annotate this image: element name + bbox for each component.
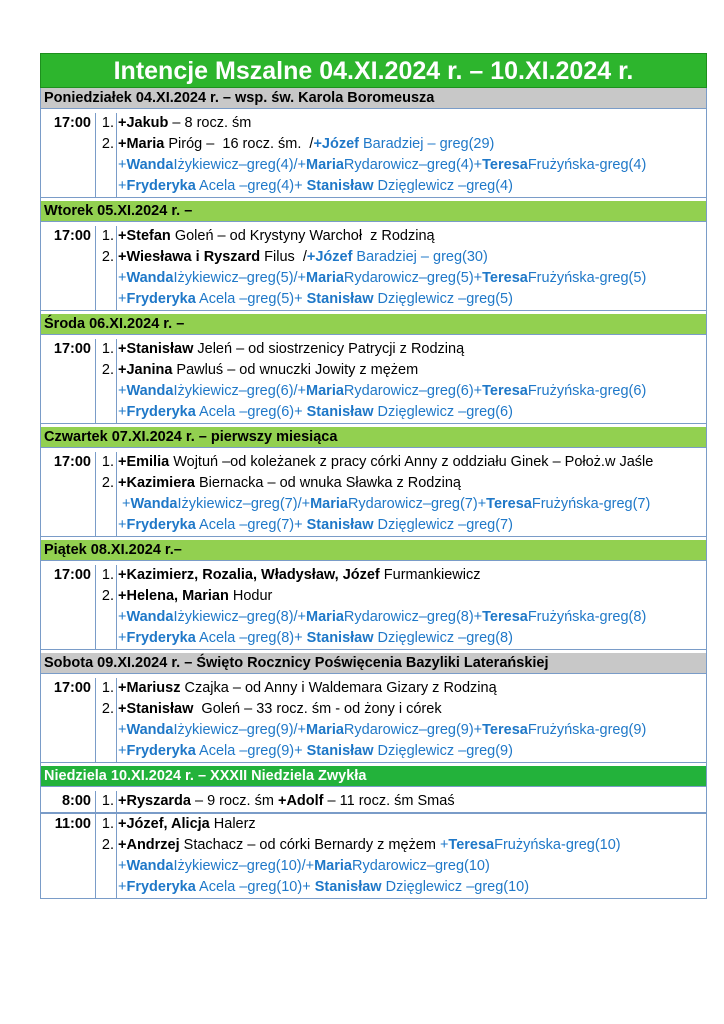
intention-line — [96, 339, 706, 360]
intention-segment: – 9 rocz. śm — [190, 793, 278, 809]
intention-segment: Teresa — [482, 383, 528, 399]
intention-text — [117, 289, 513, 310]
intention-segment: Halerz — [209, 816, 256, 832]
intention-line — [96, 856, 706, 877]
intention-segment: +Stanisław — [118, 701, 194, 717]
intention-line — [96, 720, 706, 741]
intention-number: 2. — [96, 586, 117, 607]
day-header: Niedziela 10.XI.2024 r. – XXXII Niedziela Zwykła — [40, 766, 707, 787]
intention-segment: +Józef, Alicja — [118, 816, 210, 832]
intention-segment: Rydarowicz–greg(9)+ — [343, 722, 483, 738]
mass-time: 8:00 — [41, 791, 96, 812]
intention-segment: Frużyńska-greg(4) — [527, 157, 647, 173]
intention-number — [96, 856, 117, 877]
intention-segment: Stanisław — [306, 404, 374, 420]
intention-line — [96, 452, 706, 473]
intention-text — [117, 494, 650, 515]
intention-number — [96, 176, 117, 197]
intention-segment: Dzięglewicz –greg(5) — [373, 291, 513, 307]
intention-text — [117, 176, 513, 197]
intention-line — [96, 791, 706, 812]
intention-number: 2. — [96, 699, 117, 720]
intention-segment: +Maria — [118, 136, 165, 152]
intention-text — [117, 607, 646, 628]
intention-segment: Jeleń – od siostrzenicy Patrycji z Rodziną — [193, 341, 465, 357]
intention-text — [117, 402, 513, 423]
intention-segment: Fryderyka — [126, 291, 196, 307]
intention-line — [96, 473, 706, 494]
mass-row — [40, 678, 707, 763]
intention-segment: +Mariusz — [118, 680, 181, 696]
intention-segment: Rydarowicz–greg(10) — [351, 858, 490, 874]
mass-time: 17:00 — [41, 565, 96, 649]
intention-segment: Dzięglewicz –greg(10) — [381, 879, 530, 895]
mass-row — [40, 791, 707, 813]
intention-segment: Stanisław — [306, 517, 374, 533]
intention-number: 2. — [96, 247, 117, 268]
intention-line — [96, 565, 706, 586]
intention-segment: Dzięglewicz –greg(4) — [373, 178, 513, 194]
intention-segment: + — [118, 291, 127, 307]
intention-segment: +Janina — [118, 362, 173, 378]
intention-segment: +Kazimiera — [118, 475, 195, 491]
intention-segment: Rydarowicz–greg(8)+ — [343, 609, 483, 625]
intention-number — [96, 515, 117, 536]
intention-segment: Dzięglewicz –greg(9) — [373, 743, 513, 759]
intention-segment: Maria — [306, 157, 344, 173]
intention-text — [117, 226, 435, 247]
intention-number: 1. — [96, 565, 117, 586]
day-header: Poniedziałek 04.XI.2024 r. – wsp. św. Karola Boromeusza — [40, 88, 707, 109]
intention-segment: Frużyńska-greg(6) — [527, 383, 647, 399]
intention-line — [96, 494, 706, 515]
intention-segment: Wanda — [126, 722, 174, 738]
day-header: Wtorek 05.XI.2024 r. – — [40, 201, 707, 222]
intention-number: 1. — [96, 226, 117, 247]
intention-segment: Maria — [306, 383, 344, 399]
intention-segment: Hodur — [228, 588, 273, 604]
intention-segment: Rydarowicz–greg(5)+ — [343, 270, 483, 286]
intention-segment: Dzięglewicz –greg(7) — [373, 517, 513, 533]
mass-row — [40, 813, 707, 899]
intentions-document — [40, 53, 707, 899]
intention-segment: +Józef — [313, 136, 359, 152]
day-header: Czwartek 07.XI.2024 r. – pierwszy miesiąca — [40, 427, 707, 448]
intention-text — [117, 515, 513, 536]
mass-row — [40, 226, 707, 311]
intention-segment: + — [118, 722, 127, 738]
intention-segment: – 8 rocz. śm — [168, 115, 252, 131]
intention-text — [117, 113, 251, 134]
intention-text — [117, 360, 418, 381]
intention-line — [96, 381, 706, 402]
intention-segment: Stanisław — [306, 291, 374, 307]
intention-number — [96, 155, 117, 176]
intention-segment: Frużyńska-greg(5) — [527, 270, 647, 286]
intention-segment: Maria — [306, 270, 344, 286]
intention-segment: + — [439, 837, 449, 853]
intentions-list — [96, 226, 706, 310]
intention-segment: Furmankiewicz — [379, 567, 481, 583]
intention-text — [117, 856, 490, 877]
intention-line — [96, 699, 706, 720]
intentions-list — [96, 113, 706, 197]
intention-text — [117, 268, 646, 289]
intention-segment: Biernacka – od wnuka Sławka z Rodziną — [194, 475, 461, 491]
intention-segment: + — [118, 157, 127, 173]
intention-text — [117, 473, 461, 494]
intention-segment: Acela –greg(6)+ — [195, 404, 307, 420]
intention-segment: Dzięglewicz –greg(6) — [373, 404, 513, 420]
intention-segment: + — [118, 404, 127, 420]
intention-number: 1. — [96, 452, 117, 473]
intention-text — [117, 155, 646, 176]
day-header: Piątek 08.XI.2024 r.– — [40, 540, 707, 561]
intention-segment: +Ryszarda — [118, 793, 191, 809]
intention-segment: Frużyńska-greg(8) — [527, 609, 647, 625]
intention-segment: + — [118, 270, 127, 286]
intention-segment: +Helena, Marian — [118, 588, 229, 604]
intention-segment: +Jakub — [118, 115, 169, 131]
intention-text — [117, 877, 529, 898]
intention-segment: Frużyńska-greg(10) — [494, 837, 621, 853]
intention-segment: Rydarowicz–greg(4)+ — [343, 157, 483, 173]
intention-line — [96, 814, 706, 835]
intention-segment: Iżykiewicz–greg(10)/+ — [173, 858, 315, 874]
intention-segment: +Stanisław — [118, 341, 194, 357]
intention-number — [96, 402, 117, 423]
intention-segment: Fryderyka — [126, 879, 196, 895]
mass-time: 17:00 — [41, 452, 96, 536]
intention-segment: Iżykiewicz–greg(6)/+ — [173, 383, 307, 399]
days-list — [40, 88, 707, 899]
intention-number — [96, 381, 117, 402]
intention-segment: Wanda — [126, 157, 174, 173]
intention-line — [96, 360, 706, 381]
intention-line — [96, 134, 706, 155]
intention-segment: Fryderyka — [126, 630, 196, 646]
intention-line — [96, 247, 706, 268]
mass-time: 11:00 — [41, 814, 96, 898]
intention-segment: Stachacz – od córki Bernardy z mężem — [179, 837, 440, 853]
intention-segment: Stanisław — [306, 178, 374, 194]
intention-segment: Rydarowicz–greg(6)+ — [343, 383, 483, 399]
intention-text — [117, 699, 442, 720]
intention-segment: + — [118, 383, 127, 399]
intention-segment: Rydarowicz–greg(7)+ — [347, 496, 487, 512]
mass-row — [40, 113, 707, 198]
intention-number: 2. — [96, 473, 117, 494]
intention-text — [117, 835, 621, 856]
day-header: Środa 06.XI.2024 r. – — [40, 314, 707, 335]
intention-number — [96, 628, 117, 649]
intention-number: 2. — [96, 360, 117, 381]
intention-segment: Stanisław — [306, 630, 374, 646]
intention-line — [96, 155, 706, 176]
intention-segment: Iżykiewicz–greg(7)/+ — [177, 496, 311, 512]
intention-segment: Baradziej – greg(29) — [358, 136, 495, 152]
mass-row — [40, 339, 707, 424]
intention-number — [96, 289, 117, 310]
intention-segment: +Emilia — [118, 454, 170, 470]
intention-segment: Teresa — [482, 270, 528, 286]
intention-segment: Wanda — [126, 609, 174, 625]
intention-line — [96, 226, 706, 247]
intention-line — [96, 678, 706, 699]
intention-segment: Maria — [314, 858, 352, 874]
intention-segment: + — [118, 517, 127, 533]
intention-number: 1. — [96, 339, 117, 360]
intention-number: 1. — [96, 678, 117, 699]
intention-segment: Teresa — [482, 609, 528, 625]
intentions-list — [96, 678, 706, 762]
intention-segment: Goleń – od Krystyny Warchoł z Rodziną — [170, 228, 435, 244]
intention-number: 1. — [96, 113, 117, 134]
intention-text — [117, 134, 494, 155]
intentions-list — [96, 452, 706, 536]
mass-row — [40, 452, 707, 537]
intention-segment: Acela –greg(7)+ — [195, 517, 307, 533]
intention-segment: Acela –greg(5)+ — [195, 291, 307, 307]
intention-text — [117, 339, 464, 360]
intention-segment: Piróg – 16 rocz. śm. / — [164, 136, 314, 152]
intention-text — [117, 814, 256, 835]
intention-segment: Teresa — [482, 722, 528, 738]
intention-number — [96, 720, 117, 741]
mass-time: 17:00 — [41, 113, 96, 197]
intention-segment: Baradziej – greg(30) — [352, 249, 488, 265]
intention-segment: Acela –greg(8)+ — [195, 630, 307, 646]
intention-text — [117, 720, 646, 741]
intention-segment: Maria — [306, 609, 344, 625]
intention-segment: Wanda — [126, 383, 174, 399]
intentions-list — [96, 339, 706, 423]
intention-segment: Dzięglewicz –greg(8) — [373, 630, 513, 646]
intention-segment: +Stefan — [118, 228, 171, 244]
intention-segment: Czajka – od Anny i Waldemara Gizary z Rodziną — [180, 680, 497, 696]
intention-segment: Filus / — [260, 249, 307, 265]
intention-segment: – 11 rocz. śm Smaś — [323, 793, 455, 809]
intention-segment: Wanda — [126, 858, 174, 874]
intention-segment: Fryderyka — [126, 404, 196, 420]
intention-text — [117, 565, 480, 586]
intention-text — [117, 741, 513, 762]
intentions-list — [96, 565, 706, 649]
day-header: Sobota 09.XI.2024 r. – Święto Rocznicy Poświęcenia Bazyliki Laterańskiej — [40, 653, 707, 674]
intention-number — [96, 268, 117, 289]
intention-segment: Acela –greg(9)+ — [195, 743, 307, 759]
intention-number — [96, 741, 117, 762]
intention-segment: Iżykiewicz–greg(9)/+ — [173, 722, 307, 738]
intentions-list — [96, 814, 706, 898]
intention-line — [96, 586, 706, 607]
mass-row — [40, 565, 707, 650]
intentions-list — [96, 791, 706, 812]
intention-segment: Iżykiewicz–greg(4)/+ — [173, 157, 307, 173]
intention-segment: + — [118, 609, 127, 625]
intention-number — [96, 877, 117, 898]
intention-number — [96, 607, 117, 628]
intention-number: 1. — [96, 814, 117, 835]
intention-segment: + — [118, 743, 127, 759]
page-title: Intencje Mszalne 04.XI.2024 r. – 10.XI.2024 r. — [40, 53, 707, 88]
intention-line — [96, 628, 706, 649]
intention-line — [96, 835, 706, 856]
intention-segment: Fryderyka — [126, 517, 196, 533]
intention-line — [96, 607, 706, 628]
intention-text — [117, 678, 497, 699]
intention-segment: Teresa — [482, 157, 528, 173]
intention-line — [96, 289, 706, 310]
intention-segment: Frużyńska-greg(9) — [527, 722, 647, 738]
intention-segment: + — [118, 879, 127, 895]
intention-text — [117, 586, 272, 607]
intention-line — [96, 268, 706, 289]
intention-segment: +Wiesława i Ryszard — [118, 249, 261, 265]
intention-text — [117, 381, 646, 402]
intention-segment: Teresa — [448, 837, 495, 853]
intention-segment: Wojtuń –od koleżanek z pracy córki Anny z oddziału Ginek – Położ.w Jaśle — [169, 454, 654, 470]
intention-number — [96, 494, 117, 515]
intention-line — [96, 515, 706, 536]
intention-number: 2. — [96, 134, 117, 155]
intention-segment: Pawluś – od wnuczki Jowity z mężem — [172, 362, 419, 378]
mass-time: 17:00 — [41, 226, 96, 310]
intention-segment: + — [118, 858, 127, 874]
intention-line — [96, 741, 706, 762]
intention-segment: Iżykiewicz–greg(8)/+ — [173, 609, 307, 625]
intention-segment: + — [118, 496, 131, 512]
intention-segment: Goleń – 33 rocz. śm - od żony i córek — [193, 701, 442, 717]
intention-number: 2. — [96, 835, 117, 856]
intention-number: 1. — [96, 791, 117, 812]
intention-segment: +Andrzej — [118, 837, 180, 853]
intention-segment: Maria — [306, 722, 344, 738]
intention-text — [117, 628, 513, 649]
intention-segment: Stanisław — [314, 879, 382, 895]
intention-segment: +Kazimierz, Rozalia, Władysław, Józef — [118, 567, 380, 583]
intention-segment: + — [118, 630, 127, 646]
intention-segment: Teresa — [486, 496, 532, 512]
intention-line — [96, 877, 706, 898]
intention-text — [117, 247, 488, 268]
intention-segment: +Józef — [306, 249, 353, 265]
intention-segment: Fryderyka — [126, 743, 196, 759]
intention-segment: Wanda — [130, 496, 178, 512]
intention-text — [117, 791, 455, 812]
intention-line — [96, 402, 706, 423]
intention-segment: Maria — [310, 496, 348, 512]
intention-segment: Stanisław — [306, 743, 374, 759]
intention-segment: Acela –greg(4)+ — [195, 178, 307, 194]
intention-text — [117, 452, 653, 473]
mass-time: 17:00 — [41, 339, 96, 423]
intention-line — [96, 176, 706, 197]
intention-segment: Iżykiewicz–greg(5)/+ — [173, 270, 307, 286]
intention-segment: +Adolf — [277, 793, 324, 809]
intention-segment: Acela –greg(10)+ — [195, 879, 315, 895]
intention-line — [96, 113, 706, 134]
intention-segment: Frużyńska-greg(7) — [531, 496, 651, 512]
intention-segment: + — [118, 178, 127, 194]
intention-segment: Wanda — [126, 270, 174, 286]
mass-time: 17:00 — [41, 678, 96, 762]
intention-segment: Fryderyka — [126, 178, 196, 194]
